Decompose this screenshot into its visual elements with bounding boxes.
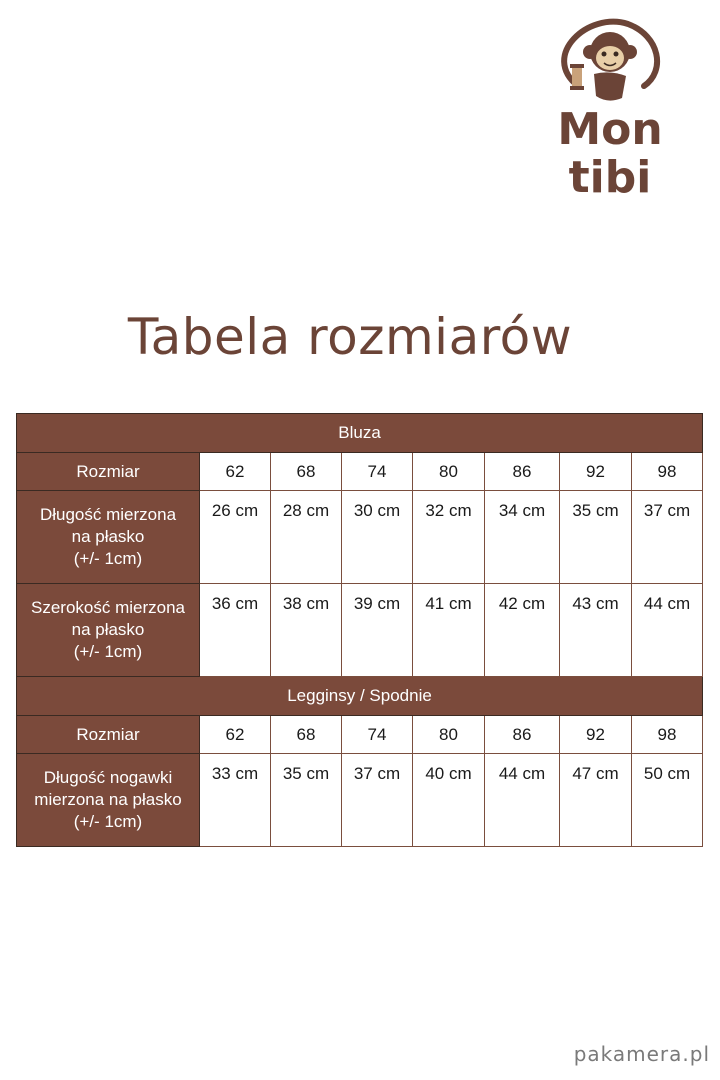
measurement-label-line: Długość mierzona [39, 505, 177, 524]
size-cell: 86 [485, 716, 560, 754]
size-cell: 74 [342, 716, 413, 754]
measurement-row [17, 491, 703, 584]
size-cell: 80 [413, 716, 485, 754]
measurement-value: 44 cm [485, 754, 560, 847]
pakamera-watermark: pakamera.pl [573, 1042, 710, 1066]
measurement-value: 47 cm [560, 754, 632, 847]
logo-text-tibi: tibi [568, 152, 652, 202]
montibi-logo [548, 16, 672, 202]
sizes-row-label: Rozmiar [17, 453, 200, 491]
size-cell: 80 [413, 453, 485, 491]
measurement-value: 40 cm [413, 754, 485, 847]
logo-text-mon: Mon [557, 104, 663, 155]
measurement-value: 44 cm [632, 584, 703, 677]
measurement-label [17, 754, 200, 847]
size-cell: 68 [271, 453, 342, 491]
section-title: Bluza [17, 414, 703, 453]
size-cell: 98 [632, 453, 703, 491]
measurement-label-line: (+/- 1cm) [73, 642, 143, 661]
section-header-row [17, 414, 703, 453]
measurement-value: 39 cm [342, 584, 413, 677]
measurement-value: 42 cm [485, 584, 560, 677]
measurement-value: 32 cm [413, 491, 485, 584]
measurement-value: 38 cm [271, 584, 342, 677]
size-cell: 74 [342, 453, 413, 491]
size-chart-table [16, 413, 703, 847]
measurement-label-line: Szerokość mierzona [30, 598, 185, 617]
size-cell: 62 [200, 716, 271, 754]
section-title: Legginsy / Spodnie [17, 677, 703, 716]
measurement-label-line: (+/- 1cm) [73, 549, 143, 568]
measurement-value: 36 cm [200, 584, 271, 677]
measurement-label [17, 584, 200, 677]
size-cell: 92 [560, 453, 632, 491]
sizes-row [17, 453, 703, 491]
measurement-value: 28 cm [271, 491, 342, 584]
measurement-value: 37 cm [632, 491, 703, 584]
measurement-label-line: mierzona na płasko [34, 790, 182, 809]
measurement-value: 37 cm [342, 754, 413, 847]
measurement-value: 26 cm [200, 491, 271, 584]
measurement-label-line: na płasko [71, 527, 145, 546]
size-cell: 92 [560, 716, 632, 754]
sizes-row [17, 716, 703, 754]
size-cell: 68 [271, 716, 342, 754]
measurement-value: 50 cm [632, 754, 703, 847]
size-cell: 62 [200, 453, 271, 491]
measurement-label-line: (+/- 1cm) [73, 812, 143, 831]
sizes-row-label: Rozmiar [17, 716, 200, 754]
section-header-row [17, 677, 703, 716]
size-cell: 86 [485, 453, 560, 491]
measurement-value: 34 cm [485, 491, 560, 584]
measurement-value: 41 cm [413, 584, 485, 677]
measurement-label [17, 491, 200, 584]
measurement-label-line: Długość nogawki [43, 768, 173, 787]
measurement-row [17, 584, 703, 677]
page-title: Tabela rozmiarów [127, 308, 573, 366]
measurement-value: 30 cm [342, 491, 413, 584]
size-cell: 98 [632, 716, 703, 754]
measurement-value: 43 cm [560, 584, 632, 677]
measurement-value: 35 cm [271, 754, 342, 847]
measurement-label-line: na płasko [71, 620, 145, 639]
measurement-value: 33 cm [200, 754, 271, 847]
measurement-value: 35 cm [560, 491, 632, 584]
measurement-row [17, 754, 703, 847]
